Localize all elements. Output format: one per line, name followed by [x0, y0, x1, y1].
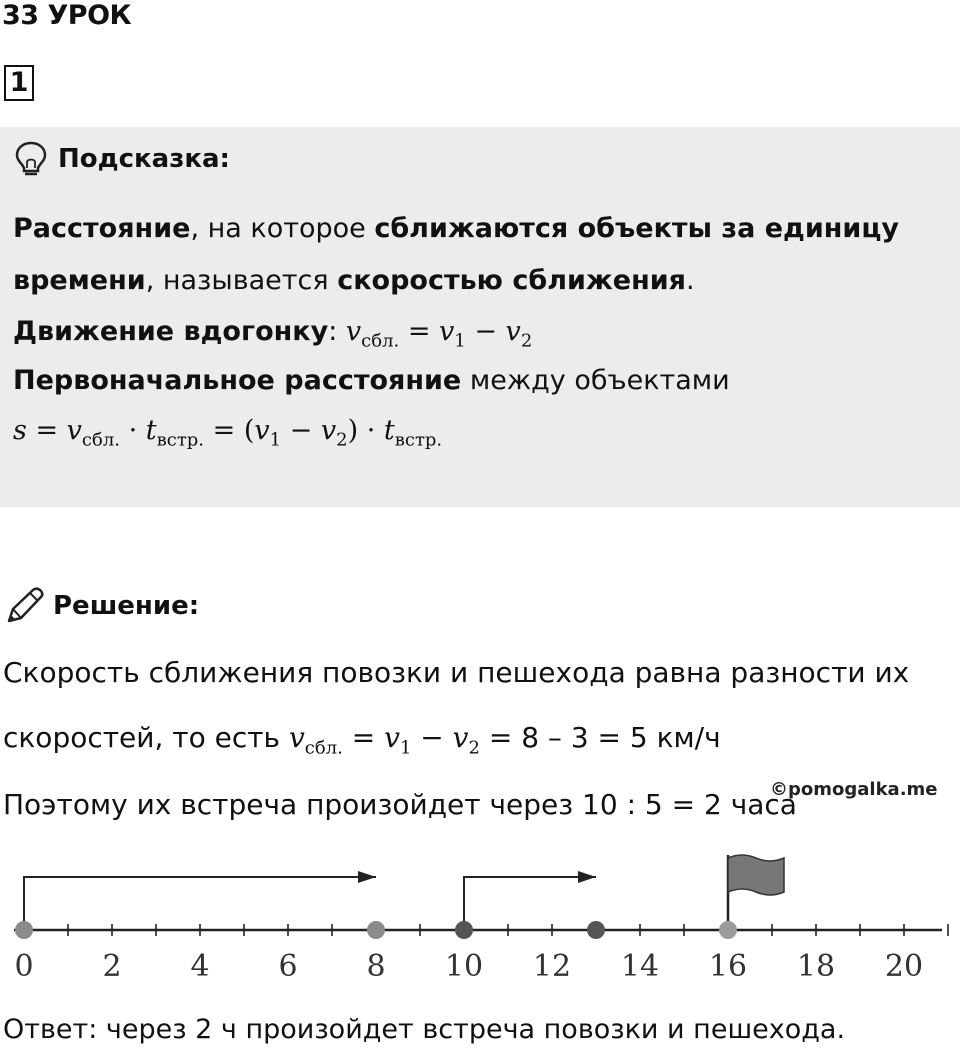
number-line-diagram: [0, 850, 960, 1000]
hint-text: , называется: [145, 265, 338, 296]
motion-arrow: [24, 877, 376, 930]
hint-text: :: [328, 316, 346, 347]
tick-label: 12: [532, 949, 572, 984]
hint-body: [13, 203, 948, 457]
formula-approach-speed-calc: $v_{сбл.} = v_1 - v_2$: [288, 721, 480, 759]
term-approach: сближаются объекты за единицу: [374, 213, 899, 244]
solution-label: Решение:: [53, 591, 200, 621]
lesson-title: 33 УРОК: [2, 0, 132, 31]
hint-line-4: [13, 356, 948, 405]
solution-line-1: Скорость сближения повозки и пешехода равна разности их: [3, 656, 910, 689]
hint-text: между объектами: [461, 365, 730, 396]
solution-line-2: [3, 721, 721, 759]
hint-header: [14, 141, 230, 177]
watermark: ©pomogalka.me: [770, 779, 938, 800]
number-line-point: [367, 921, 385, 939]
tick-label: 20: [884, 949, 924, 984]
hint-line-5: [13, 405, 948, 457]
formula-approach-speed: $v_{сбл.} = v_1 - v_2$: [345, 316, 533, 352]
hint-line-1: [13, 203, 948, 255]
term-distance: Расстояние: [13, 213, 191, 244]
tick-label: 0: [14, 949, 34, 984]
hint-line-3: [13, 307, 948, 356]
pencil-icon: [5, 587, 45, 625]
arrow-head: [578, 871, 596, 883]
task-number: 1: [4, 65, 34, 101]
motion-arrow: [464, 877, 596, 930]
tick-label: 6: [278, 949, 298, 984]
number-line-point: [587, 921, 605, 939]
solution-header: [5, 586, 199, 626]
answer-text: Ответ: через 2 ч произойдет встреча повозки и пешехода.: [3, 1014, 846, 1045]
lightbulb-icon: [14, 141, 48, 177]
term-initial-distance: Первоначальное расстояние: [13, 365, 462, 396]
tick-label: 10: [444, 949, 484, 984]
solution-line-3: Поэтому их встреча произойдет через 10 : 5 = 2 часа: [3, 788, 797, 821]
hint-text: , на которое: [190, 213, 375, 244]
number-line-point: [455, 921, 473, 939]
tick-label: 2: [102, 949, 122, 984]
flag-icon: [728, 855, 784, 895]
term-chase: Движение вдогонку: [13, 316, 329, 347]
hint-panel: [0, 127, 960, 507]
hint-text: .: [685, 265, 695, 296]
tick-label: 8: [366, 949, 386, 984]
number-line-point: [15, 921, 33, 939]
solution-text: скоростей, то есть: [3, 721, 289, 754]
number-line-point: [719, 921, 737, 939]
tick-label: 18: [796, 949, 836, 984]
solution-text: = 8 – 3 = 5 км/ч: [479, 721, 721, 754]
tick-label: 4: [190, 949, 210, 984]
formula-distance: $s = v_{сбл.} \cdot t_{встр.} = (v_1 - v_2) \cdot t_{встр.}$: [13, 415, 443, 451]
tick-label: 14: [620, 949, 660, 984]
term-approach-speed: скоростью сближения: [337, 265, 686, 296]
hint-line-2: [13, 255, 948, 307]
tick-label: 16: [708, 949, 748, 984]
term-time: времени: [13, 265, 146, 296]
hint-label: Подсказка:: [58, 144, 230, 174]
arrow-head: [358, 871, 376, 883]
